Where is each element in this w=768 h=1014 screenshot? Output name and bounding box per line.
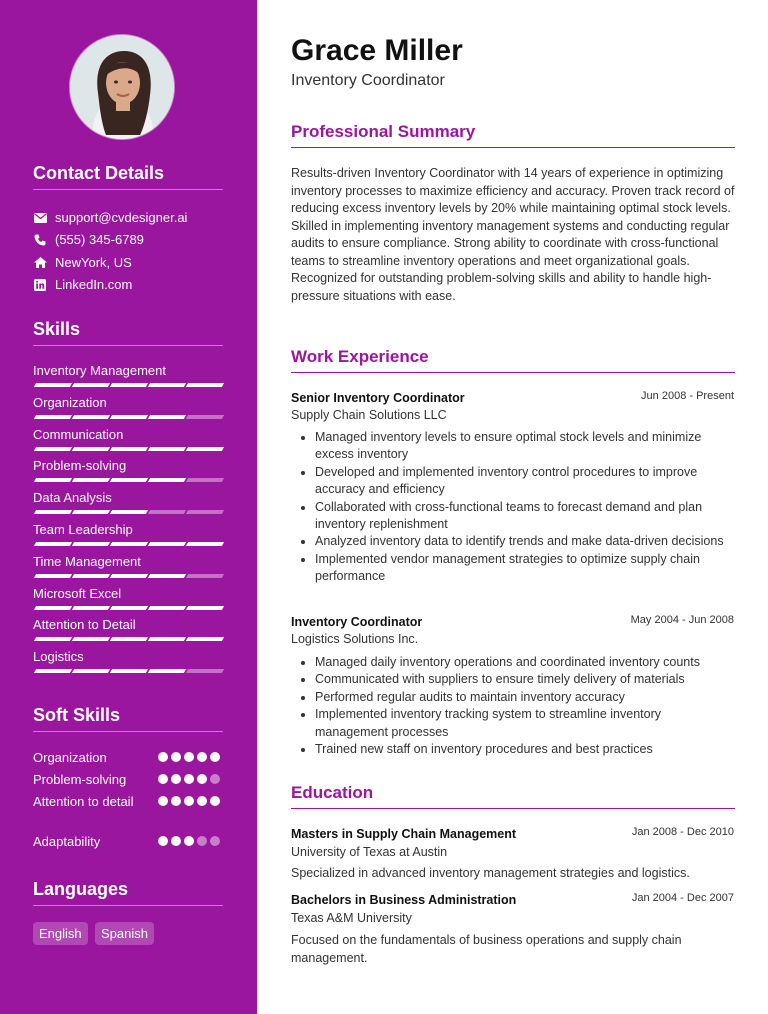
contact-email-text: support@cvdesigner.ai <box>55 210 188 225</box>
skill-level-segment <box>110 447 148 451</box>
skill-level-segment <box>186 669 224 673</box>
skill-level-segment <box>110 510 148 514</box>
soft-skill-rating <box>158 836 228 848</box>
skill-level-segment <box>72 415 110 419</box>
skill-level-segment <box>186 574 224 578</box>
soft-skill-label: Attention to detail <box>33 794 134 809</box>
skill-level-bar <box>33 637 223 642</box>
soft-skill-label: Adaptability <box>33 834 101 849</box>
contact-location-text: NewYork, US <box>55 255 132 270</box>
skill-level-segment <box>148 574 186 578</box>
skill-level-segment <box>186 542 224 546</box>
skill-level-segment <box>72 510 110 514</box>
skill-label: Inventory Management <box>33 363 166 378</box>
skill-level-segment <box>72 606 110 610</box>
rating-dot <box>184 796 194 806</box>
job-bullets <box>291 429 735 586</box>
contact-linkedin-text: LinkedIn.com <box>55 277 133 292</box>
skill-level-bar <box>33 606 223 611</box>
education-description: Specialized in advanced inventory management strategies and logistics. <box>291 866 690 880</box>
skill-level-segment <box>148 383 186 387</box>
skill-level-segment <box>72 542 110 546</box>
skill-level-segment <box>34 542 72 546</box>
profile-photo-illustration <box>70 35 174 139</box>
summary-text: Results-driven Inventory Coordinator with 14 years of experience in optimizing inventory processes to maximize efficiency and accuracy. Proven track record of reducing excess inventory levels by 20% while maintaining optimal stock levels. Skilled in implementing inventory management systems and conducting regular audits to ensure compliance. Strong ability to coordinate with cross-functional teams to streamline inventory operations and meet organizational goals. Recognized for outstanding problem-solving skills and ability to handle high-pressure situations with ease. <box>291 166 735 303</box>
skill-level-segment <box>148 542 186 546</box>
skill-label: Communication <box>33 426 124 442</box>
education-degree: Masters in Supply Chain Management <box>291 827 517 841</box>
education-heading: Education <box>291 783 374 802</box>
skill-level-bar <box>33 574 223 579</box>
language-tag: English <box>33 922 88 945</box>
skill-level-segment <box>110 542 148 546</box>
rating-dot <box>171 774 181 784</box>
job-bullet: • Implemented inventory tracking system to streamline inventory management processes <box>315 706 735 741</box>
home-icon <box>33 256 47 270</box>
skill-level-bar <box>33 447 223 452</box>
skill-level-segment <box>110 415 148 419</box>
skill-level-segment <box>110 637 148 641</box>
rating-dot <box>171 836 181 846</box>
job-bullet: • Trained new staff on inventory procedures and best practices <box>315 741 735 758</box>
rating-dot <box>158 796 168 806</box>
rating-dot <box>197 752 207 762</box>
soft-skills-heading: Soft Skills <box>33 705 121 725</box>
skill-level-segment <box>34 383 72 387</box>
skill-level-segment <box>186 447 224 451</box>
skill-level-segment <box>72 447 110 451</box>
soft-skill-rating <box>158 752 228 764</box>
language-tag: Spanish <box>95 922 154 945</box>
skill-level-segment <box>110 478 148 482</box>
soft-skill-rating <box>158 774 228 786</box>
rating-dot <box>210 836 220 846</box>
soft-skill-label: Problem-solving <box>33 772 127 787</box>
contact-heading: Contact Details <box>33 163 165 183</box>
summary-heading: Professional Summary <box>291 122 476 141</box>
skill-level-segment <box>72 383 110 387</box>
skill-label: Time Management <box>33 553 141 569</box>
education-school: Texas A&M University <box>291 911 412 925</box>
rating-dot <box>158 836 168 846</box>
skills-heading: Skills <box>33 319 81 339</box>
skill-level-segment <box>110 383 148 387</box>
contact-linkedin[interactable] <box>33 277 233 292</box>
rating-dot <box>210 752 220 762</box>
education-description: Focused on the fundamentals of business operations and supply chain management. <box>291 933 682 965</box>
job-company: Supply Chain Solutions LLC <box>291 408 447 422</box>
job-bullet: • Developed and implemented inventory control procedures to improve accuracy and efficiency <box>315 464 735 499</box>
skill-level-segment <box>110 606 148 610</box>
skill-level-segment <box>34 574 72 578</box>
skill-level-segment <box>34 510 72 514</box>
skill-level-segment <box>34 669 72 673</box>
skill-label: Problem-solving <box>33 458 127 474</box>
main-content <box>257 0 768 1014</box>
summary-divider <box>291 147 735 148</box>
skill-level-segment <box>72 669 110 673</box>
skill-level-segment <box>72 574 110 578</box>
skill-level-segment <box>186 637 224 641</box>
rating-dot <box>158 774 168 784</box>
soft-skill-rating <box>158 796 228 808</box>
rating-dot <box>197 796 207 806</box>
candidate-name: Grace Miller <box>291 34 463 67</box>
rating-dot <box>197 836 207 846</box>
skill-level-segment <box>72 637 110 641</box>
skill-label: Attention to Detail <box>33 617 136 633</box>
email-icon <box>33 211 47 225</box>
rating-dot <box>210 796 220 806</box>
job-date: May 2004 - Jun 2008 <box>630 614 734 626</box>
job-bullets <box>291 654 735 758</box>
languages-divider <box>33 905 223 906</box>
education-divider <box>291 808 735 809</box>
job-bullet: • Managed daily inventory operations and coordinated inventory counts <box>315 654 735 671</box>
skill-level-bar <box>33 415 223 420</box>
skill-label: Microsoft Excel <box>33 585 122 601</box>
skill-level-bar <box>33 383 223 388</box>
skill-level-segment <box>186 383 224 387</box>
skill-level-segment <box>148 669 186 673</box>
languages-heading: Languages <box>33 879 129 899</box>
skill-level-segment <box>148 415 186 419</box>
skill-level-segment <box>110 669 148 673</box>
skill-level-segment <box>34 637 72 641</box>
linkedin-icon <box>33 278 47 292</box>
skill-level-bar <box>33 542 223 547</box>
skill-level-segment <box>34 478 72 482</box>
job-bullet: • Communicated with suppliers to ensure timely delivery of materials <box>315 671 735 688</box>
phone-icon <box>33 233 47 247</box>
contact-divider <box>33 189 223 190</box>
job-bullet: • Managed inventory levels to ensure optimal stock levels and minimize excess inventory <box>315 429 735 464</box>
skill-level-segment <box>34 447 72 451</box>
skill-label: Organization <box>33 394 107 410</box>
skill-label: Team Leadership <box>33 522 133 537</box>
education-date: Jan 2008 - Dec 2010 <box>631 826 734 838</box>
rating-dot <box>184 774 194 784</box>
education-date: Jan 2004 - Dec 2007 <box>631 892 734 904</box>
skill-level-segment <box>110 574 148 578</box>
skill-level-segment <box>148 510 186 514</box>
soft-skill-label: Organization <box>33 750 107 765</box>
skill-level-segment <box>186 606 224 610</box>
contact-phone[interactable] <box>33 232 233 247</box>
skill-level-bar <box>33 510 223 515</box>
education-degree: Bachelors in Business Administration <box>291 893 517 907</box>
experience-heading: Work Experience <box>291 347 429 366</box>
job-company: Logistics Solutions Inc. <box>291 632 419 646</box>
skill-level-segment <box>34 415 72 419</box>
job-bullet: • Implemented vendor management strategies to optimize supply chain performance <box>315 551 735 586</box>
contact-phone-text: (555) 345-6789 <box>55 232 144 247</box>
rating-dot <box>158 752 168 762</box>
skill-level-bar <box>33 669 223 674</box>
rating-dot <box>197 774 207 784</box>
skill-level-segment <box>186 510 224 514</box>
rating-dot <box>171 752 181 762</box>
contact-location <box>33 255 233 270</box>
skill-level-segment <box>148 447 186 451</box>
skill-level-segment <box>148 637 186 641</box>
skill-level-segment <box>186 415 224 419</box>
rating-dot <box>184 836 194 846</box>
skill-level-segment <box>186 478 224 482</box>
rating-dot <box>210 774 220 784</box>
skill-level-segment <box>148 606 186 610</box>
job-bullet: • Performed regular audits to maintain inventory accuracy <box>315 689 735 706</box>
job-title: Senior Inventory Coordinator <box>291 391 465 405</box>
candidate-role: Inventory Coordinator <box>291 72 445 89</box>
rating-dot <box>171 796 181 806</box>
rating-dot <box>184 752 194 762</box>
sidebar <box>0 0 257 1014</box>
skill-level-segment <box>72 478 110 482</box>
profile-photo <box>69 34 175 140</box>
job-title: Inventory Coordinator <box>291 615 423 629</box>
skill-level-segment <box>148 478 186 482</box>
contact-email[interactable] <box>33 210 233 225</box>
education-school: University of Texas at Austin <box>291 845 448 859</box>
experience-divider <box>291 372 735 373</box>
skill-label: Data Analysis <box>33 490 112 506</box>
job-bullet: • Analyzed inventory data to identify trends and make data-driven decisions <box>315 533 735 550</box>
skill-level-bar <box>33 478 223 483</box>
skill-label: Logistics <box>33 649 84 665</box>
job-date: Jun 2008 - Present <box>641 390 734 402</box>
job-bullet: • Collaborated with cross-functional teams to forecast demand and plan inventory replenishment <box>315 499 735 534</box>
skill-level-segment <box>34 606 72 610</box>
skills-divider <box>33 345 223 346</box>
soft-skills-divider <box>33 731 223 732</box>
